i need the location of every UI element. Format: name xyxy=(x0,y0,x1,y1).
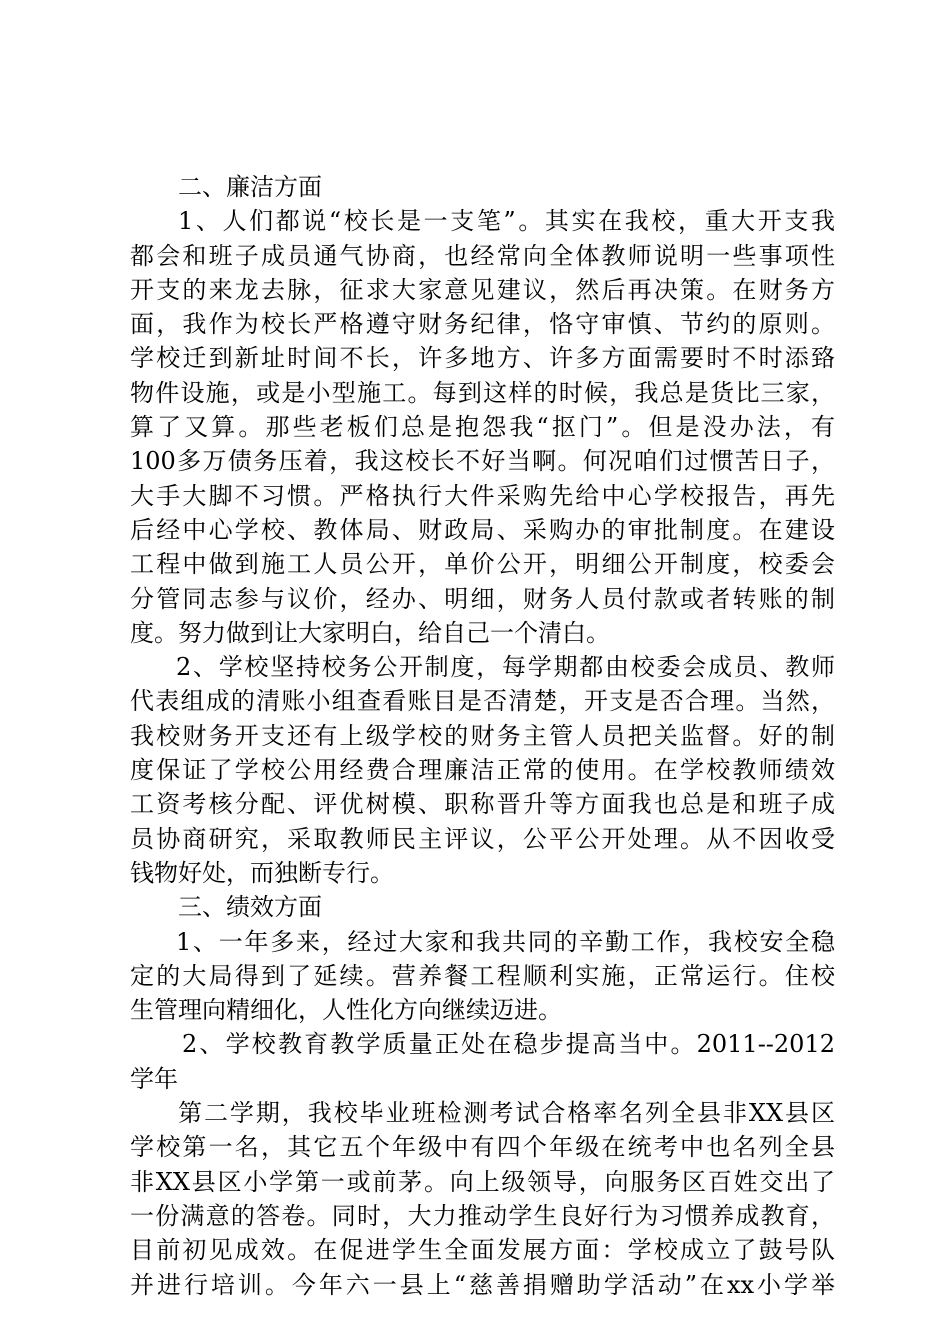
paragraph-line: 非XX县区小学第一或前茅。向上级领导，向服务区百姓交出了 xyxy=(130,1167,835,1196)
paragraph-line: 代表组成的清账小组查看账目是否清楚，开支是否合理。当然， xyxy=(130,687,835,716)
paragraph-line: 度。努力做到让大家明白，给自己一个清白。 xyxy=(130,618,610,647)
paragraph-line: 算了又算。那些老板们总是抱怨我“抠门”。但是没办法，有 xyxy=(130,413,835,442)
paragraph-line: 一份满意的答卷。同时，大力推动学生良好行为习惯养成教育， xyxy=(130,1201,835,1230)
paragraph-line: 后经中心学校、教体局、财政局、采购办的审批制度。在建设 xyxy=(130,515,835,544)
paragraph-line: 2、学校坚持校务公开制度，每学期都由校委会成员、教师 xyxy=(176,653,835,682)
document-page xyxy=(130,170,835,1302)
paragraph-line: 学校第一名，其它五个年级中有四个年级在统考中也名列全县 xyxy=(130,1133,835,1162)
paragraph-line: 员协商研究，采取教师民主评议，公平公开处理。从不因收受 xyxy=(130,824,835,853)
paragraph-line: 大手大脚不习惯。严格执行大件采购先给中心学校报告，再先 xyxy=(130,481,835,510)
paragraph-line: 我校财务开支还有上级学校的财务主管人员把关监督。好的制 xyxy=(130,721,835,750)
paragraph-line: 定的大局得到了延续。营养餐工程顺利实施，正常运行。住校 xyxy=(130,961,835,990)
paragraph-line: 度保证了学校公用经费合理廉洁正常的使用。在学校教师绩效 xyxy=(130,756,835,785)
paragraph-line: 工资考核分配、评优树模、职称晋升等方面我也总是和班子成 xyxy=(130,790,835,819)
paragraph-line: 钱物好处，而独断专行。 xyxy=(130,858,394,887)
section-heading: 二、廉洁方面 xyxy=(178,173,322,201)
paragraph-line: 学年 xyxy=(130,1064,178,1093)
paragraph-line: 学校迁到新址时间不长，许多地方、许多方面需要时不时添臵 xyxy=(130,344,835,373)
paragraph-line: 开支的来龙去脉，征求大家意见建议，然后再决策。在财务方 xyxy=(130,275,835,304)
section-heading: 三、绩效方面 xyxy=(178,893,322,922)
paragraph-line: 并进行培训。今年六一县上“慈善捐赠助学活动”在xx小学举 xyxy=(130,1270,835,1299)
paragraph-line: 工程中做到施工人员公开，单价公开，明细公开制度，校委会 xyxy=(130,550,835,579)
paragraph-line: 2、学校教育教学质量正处在稳步提高当中。2011--2012 xyxy=(182,1030,835,1059)
paragraph-line: 第二学期，我校毕业班检测考试合格率名列全县非XX县区 xyxy=(178,1099,835,1128)
paragraph-line: 生管理向精细化，人性化方向继续迈进。 xyxy=(130,996,562,1025)
paragraph-line: 都会和班子成员通气协商，也经常向全体教师说明一些事项性 xyxy=(130,241,835,270)
paragraph-line: 目前初见成效。在促进学生全面发展方面：学校成立了鼓号队 xyxy=(130,1236,835,1265)
paragraph-line: 100多万债务压着，我这校长不好当啊。何况咱们过惯苦日子， xyxy=(130,447,835,476)
paragraph-line: 分管同志参与议价，经办、明细，财务人员付款或者转账的制 xyxy=(130,584,835,613)
paragraph-line: 面，我作为校长严格遵守财务纪律，恪守审慎、节约的原则。 xyxy=(130,310,835,339)
paragraph-line: 1、一年多来，经过大家和我共同的辛勤工作，我校安全稳 xyxy=(176,927,835,956)
paragraph-line: 1、人们都说“校长是一支笔”。其实在我校，重大开支我 xyxy=(178,207,835,236)
paragraph-line: 物件设施，或是小型施工。每到这样的时候，我总是货比三家， xyxy=(130,378,835,407)
